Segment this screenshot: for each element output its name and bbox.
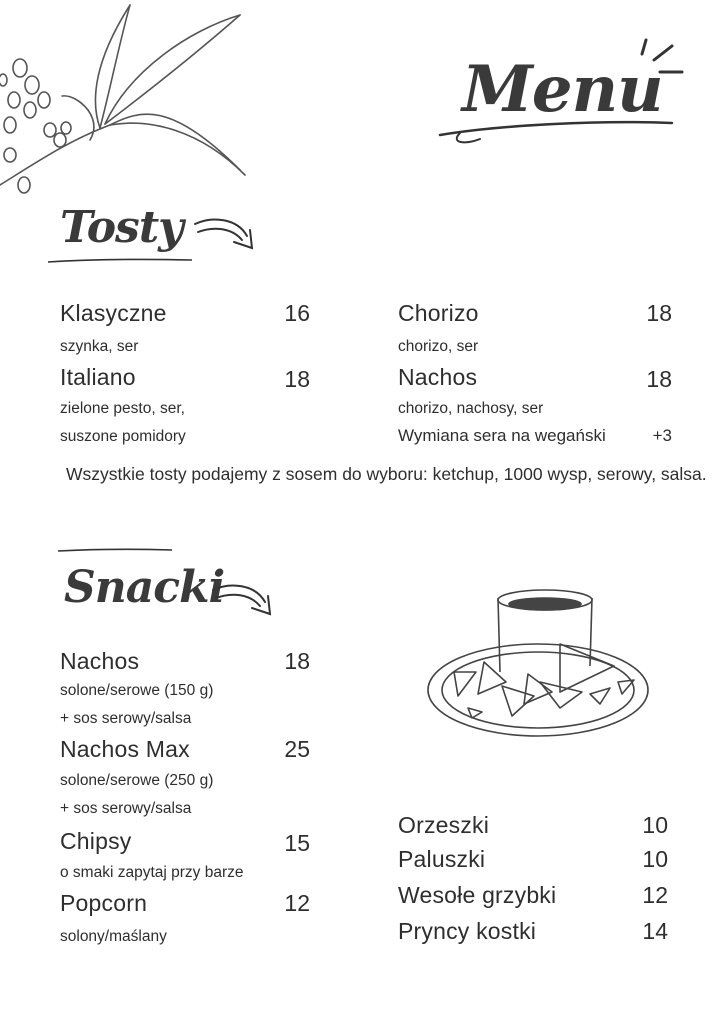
menu-extra-name: Wymiana sera na wegański — [398, 426, 606, 445]
menu-item-name: Chipsy — [60, 828, 132, 854]
menu-item-desc: chorizo, ser — [398, 338, 479, 355]
section-heading-tosty: Tosty — [60, 202, 183, 253]
menu-item-name: Nachos — [60, 648, 140, 674]
menu-item-price: 10 — [642, 812, 668, 838]
arrow-icon — [210, 578, 276, 618]
menu-item-price: 18 — [646, 366, 672, 392]
page-title: Menu — [462, 52, 663, 127]
menu-item-price: 18 — [646, 300, 672, 326]
menu-item-desc: o smaki zapytaj przy barze — [60, 864, 244, 881]
menu-item-name: Orzeszki — [398, 812, 490, 838]
menu-extra-price: +3 — [652, 426, 672, 445]
menu-item-desc: solone/serowe (150 g) — [60, 682, 214, 699]
menu-item-desc: + sos serowy/salsa — [60, 800, 192, 817]
title-sparkle-icon — [638, 36, 688, 86]
title-underline — [440, 115, 680, 155]
menu-item-desc: solone/serowe (250 g) — [60, 772, 214, 789]
menu-item-name: Nachos — [398, 364, 478, 390]
menu-item-price: 10 — [642, 846, 668, 872]
menu-item-price: 18 — [284, 648, 310, 674]
menu-item-price: 14 — [642, 918, 668, 944]
menu-item-desc: zielone pesto, ser, — [60, 400, 185, 417]
menu-item-price: 25 — [284, 736, 310, 762]
menu-item-name: Popcorn — [60, 890, 148, 916]
menu-item-price: 18 — [284, 366, 310, 392]
menu-item-price: 16 — [284, 300, 310, 326]
menu-item-name: Pryncy kostki — [398, 918, 537, 944]
section-heading-snacki: Snacki — [64, 562, 225, 613]
menu-item-name: Paluszki — [398, 846, 486, 872]
menu-item-name: Nachos Max — [60, 736, 190, 762]
menu-item-name: Klasyczne — [60, 300, 167, 326]
tosty-note: Wszystkie tosty podajemy z sosem do wyboru: ketchup, 1000 wysp, serowy, salsa. — [66, 464, 707, 484]
menu-item-desc: chorizo, nachosy, ser — [398, 400, 544, 417]
heading-underline — [46, 256, 196, 266]
arrow-icon — [192, 212, 258, 252]
menu-item-name: Chorizo — [398, 300, 479, 326]
menu-item-name: Italiano — [60, 364, 136, 390]
menu-item-desc: suszone pomidory — [60, 428, 186, 445]
nachos-bowl-illustration — [424, 586, 654, 746]
menu-item-desc: + sos serowy/salsa — [60, 710, 192, 727]
menu-item-price: 12 — [284, 890, 310, 916]
menu-item-desc: solony/maślany — [60, 928, 167, 945]
menu-item-price: 15 — [284, 830, 310, 856]
leaf-branch-illustration — [0, 0, 260, 200]
menu-item-name: Wesołe grzybki — [398, 882, 557, 908]
heading-overline — [56, 546, 176, 556]
menu-item-price: 12 — [642, 882, 668, 908]
menu-item-desc: szynka, ser — [60, 338, 139, 355]
